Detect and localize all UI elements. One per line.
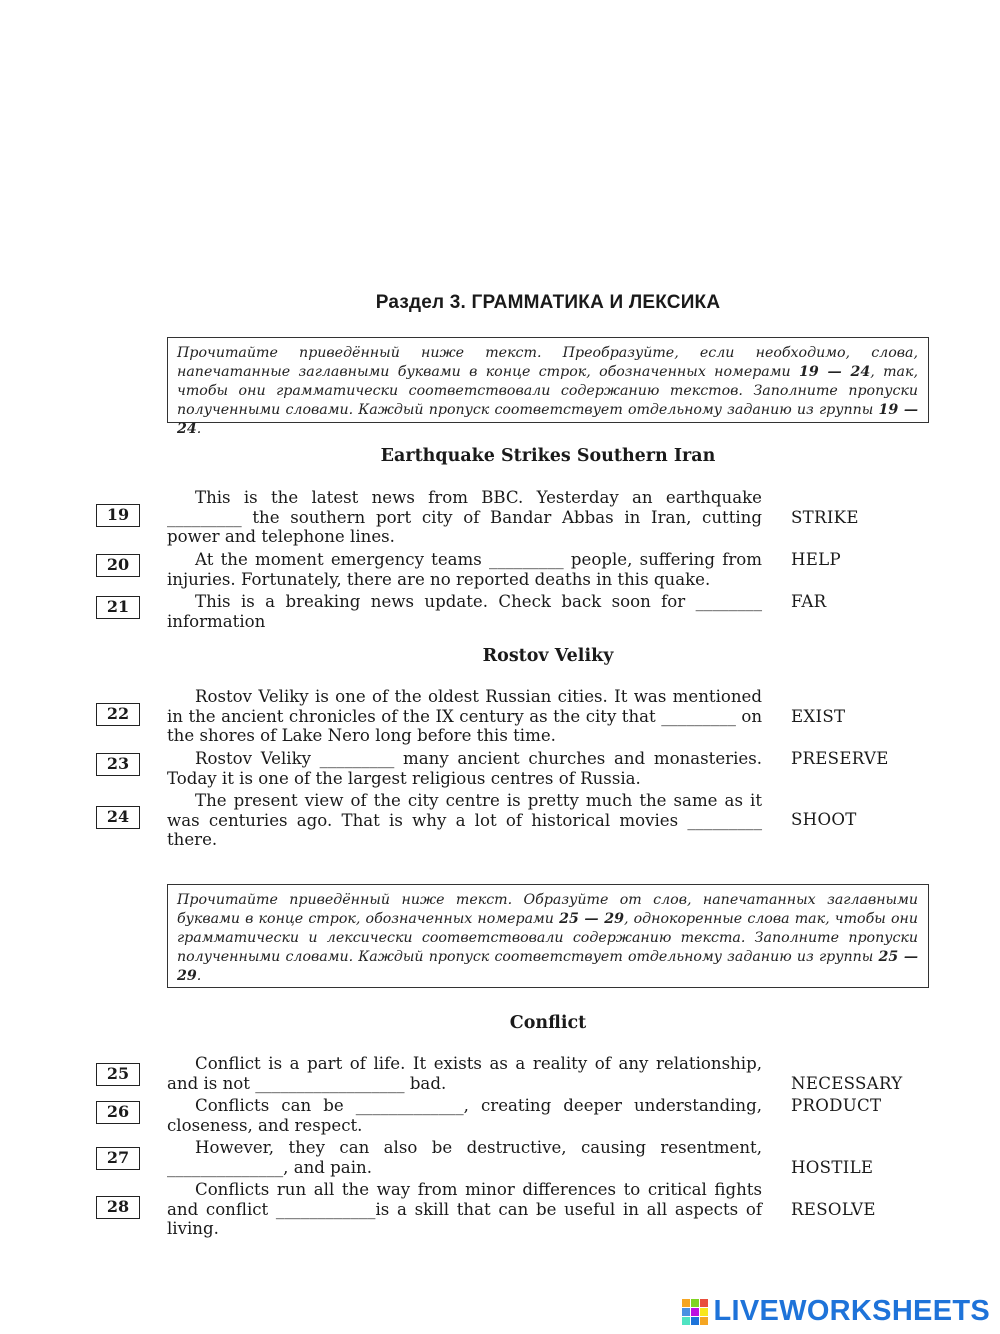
task-number: 24 xyxy=(96,806,140,829)
task-word: FAR xyxy=(791,592,827,611)
instruction-range: 25 — 29 xyxy=(559,911,624,927)
task-word: HOSTILE xyxy=(791,1158,874,1177)
task-text: Rostov Veliky _________ many ancient churches and monasteries. Today it is one of the largest religious centres of Russia. xyxy=(167,749,762,788)
instruction-range: 19 — 24 xyxy=(177,402,919,437)
task-text: Conflicts run all the way from minor differences to critical fights and conflict ____________is a skill that can be useful in all aspects of living. xyxy=(167,1180,762,1238)
liveworksheets-icon xyxy=(680,1296,710,1326)
task-word: EXIST xyxy=(791,707,846,726)
task-text: This is the latest news from BBC. Yesterday an earthquake _________ the southern port city of Bandar Abbas in Iran, cutting power and telephone lines. xyxy=(167,488,762,546)
task-word: HELP xyxy=(791,550,841,569)
task-text: Conflicts can be _____________, creating deeper understanding, closeness, and respect. xyxy=(167,1096,762,1135)
task-text: Rostov Veliky is one of the oldest Russian cities. It was mentioned in the ancient chronicles of the IX century as the city that _________ on the shores of Lake Nero long before this time. xyxy=(167,687,762,745)
task-text: The present view of the city centre is pretty much the same as it was centuries ago. That is why a lot of historical movies _________ there. xyxy=(167,791,762,849)
liveworksheets-logo xyxy=(680,1293,991,1329)
task-word: RESOLVE xyxy=(791,1200,876,1219)
task-number: 27 xyxy=(96,1147,140,1170)
task-word: NECESSARY xyxy=(791,1074,903,1093)
liveworksheets-wordmark: LIVEWORKSHEETS xyxy=(713,1294,990,1327)
task-word: PRESERVE xyxy=(791,749,889,768)
instruction-box-2: Прочитайте приведённый ниже текст. Образуйте от слов, напечатанных заглавными буквами в конце строк, обозначенных номерами 25 — 29, однокоренные слова так, чтобы они грамматически и лексически соответствовали содержанию текста. Заполните пропуски полученными словами. Каждый пропуск соответствует отдельному заданию из группы 25 — 29. xyxy=(167,884,929,988)
task-number: 23 xyxy=(96,753,140,776)
task-number: 19 xyxy=(96,504,140,527)
text-heading-rostov: Rostov Veliky xyxy=(482,646,614,666)
task-word: PRODUCT xyxy=(791,1096,882,1115)
instruction-range: 25 — 29 xyxy=(177,949,919,984)
task-number: 21 xyxy=(96,596,140,619)
task-number: 20 xyxy=(96,554,140,577)
task-number: 26 xyxy=(96,1101,140,1124)
instruction-text: , так, чтобы они грамматически соответствовали содержанию текстов. Заполните пропуски полученными словами. Каждый пропуск соответствует отдельному заданию из группы xyxy=(177,364,918,418)
section-title: Раздел 3. ГРАММАТИКА И ЛЕКСИКА xyxy=(375,292,721,313)
task-word: STRIKE xyxy=(791,508,859,527)
instruction-range: 19 — 24 xyxy=(799,364,871,380)
task-text: This is a breaking news update. Check back soon for ________ information xyxy=(167,592,762,631)
instruction-text: Прочитайте приведённый ниже текст. Образуйте от слов, напечатанных заглавными буквами в конце строк, обозначенных номерами xyxy=(177,892,918,927)
task-number: 25 xyxy=(96,1063,140,1086)
task-word: SHOOT xyxy=(791,810,857,829)
instruction-box-1: Прочитайте приведённый ниже текст. Преобразуйте, если необходимо, слова, напечатанные заглавными буквами в конце строк, обозначенных номерами 19 — 24, так, чтобы они грамматически соответствовали содержанию текстов. Заполните пропуски полученными словами. Каждый пропуск соответствует отдельному заданию из группы 19 — 24. xyxy=(167,337,929,423)
task-text: At the moment emergency teams _________ people, suffering from injuries. Fortunately, there are no reported deaths in this quake. xyxy=(167,550,762,589)
task-text: Conflict is a part of life. It exists as a reality of any relationship, and is not __________________ bad. xyxy=(167,1054,762,1093)
task-text: However, they can also be destructive, causing resentment, ______________, and pain. xyxy=(167,1138,762,1177)
text-heading-conflict: Conflict xyxy=(509,1013,587,1033)
task-number: 28 xyxy=(96,1196,140,1219)
task-number: 22 xyxy=(96,703,140,726)
instruction-text: Прочитайте приведённый ниже текст. Преобразуйте, если необходимо, слова, напечатанные заглавными буквами в конце строк, обозначенных номерами xyxy=(177,345,918,380)
instruction-text: , однокоренные слова так, чтобы они грамматически и лексически соответствовали содержанию текста. Заполните пропуски полученными словами. Каждый пропуск соответствует отдельному заданию из группы xyxy=(177,911,918,965)
text-heading-earthquake: Earthquake Strikes Southern Iran xyxy=(380,446,716,466)
